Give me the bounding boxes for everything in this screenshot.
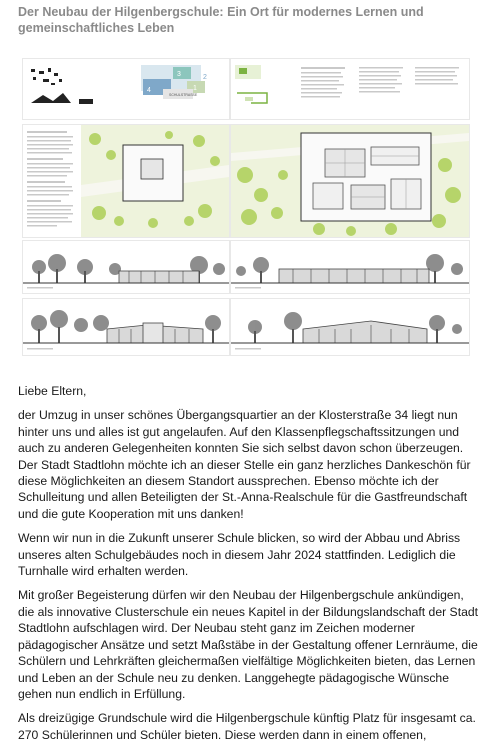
letter-paragraph-1: der Umzug in unser schönes Übergangsquartier an der Klosterstraße 34 liegt nun hinter uns und alles ist gut angelaufen. Auf den Klassenpflegschaftssitzungen und auch zu anderen Gelegenheiten konnten Sie sich selbst davon schon überzeugen. Der Stadt Stadtlohn möchte ich an dieser Stelle ein ganz herzliches Dankeschön für diese Möglichkeiten an diesem Standort aussprechen. Ebenso möchte ich der Schulleitung und allen Beteiligten der St.-Anna-Realschule für die Gastfreundschaft und die gute Kooperation mit uns danken!: [18, 408, 471, 521]
letter-body: [18, 383, 480, 751]
site-sketch-2: [31, 93, 71, 103]
cluster-label-2: 2: [203, 74, 207, 81]
plan-panel-section-2: [230, 298, 470, 356]
letter-paragraph-4: Als dreizügige Grundschule wird die Hilgenbergschule künftig Platz für insgesamt ca. 270 Schülerinnen und Schüler bieten. Diese werden dann in einem offenen,: [18, 711, 476, 742]
letter-paragraph-2: Wenn wir nun in die Zukunft unserer Schule blicken, so wird der Abbau und Abriss unseres alten Schulgebäudes noch in diesem Jahr 2024 stattfinden. Lediglich die Turnhalle wird erhalten werden.: [18, 531, 461, 579]
article-title: Der Neubau der Hilgenbergschule: Ein Ort für modernes Lernen und gemeinschaftliches Leben: [18, 5, 424, 35]
cluster-label-4: 4: [147, 87, 151, 94]
cluster-diagram: [141, 65, 207, 99]
plan-panel-elevation-2: [230, 240, 470, 294]
plan-panel-elevation-1: [22, 240, 230, 294]
plan-panel-section-1: [22, 298, 230, 356]
plan-panel-description: [230, 58, 470, 120]
cluster-label-3: 3: [177, 71, 181, 78]
letter-paragraph-3: Mit großer Begeisterung dürfen wir den Neubau der Hilgenbergschule ankündigen, die als innovative Clusterschule ein neues Kapitel in der Bildungslandschaft der Stadt Stadtlohn aufschlagen wird. Der Neubau steht ganz im Zeichen moderner pädagogischer Ansätze und setzt Maßstäbe in der Gestaltung offener Lernräume, die Schülern und Lehrkräften gleichermaßen vielfältige Möglichkeiten bieten, das Lernen und Leben an der Schule neu zu denken. Langgehegte pädagogische Wünsche gehen nun endlich in Erfüllung.: [18, 588, 479, 701]
letter-salutation: Liebe Eltern,: [18, 384, 87, 398]
plan-panel-concept: [22, 58, 230, 120]
cluster-label-1: 1: [193, 85, 197, 92]
architecture-plans-figure: [22, 58, 468, 358]
plan-panel-floorplan: [230, 124, 470, 238]
plan-panel-siteplan: [22, 124, 230, 238]
street-label: SCHULSTRASSE: [169, 93, 198, 97]
